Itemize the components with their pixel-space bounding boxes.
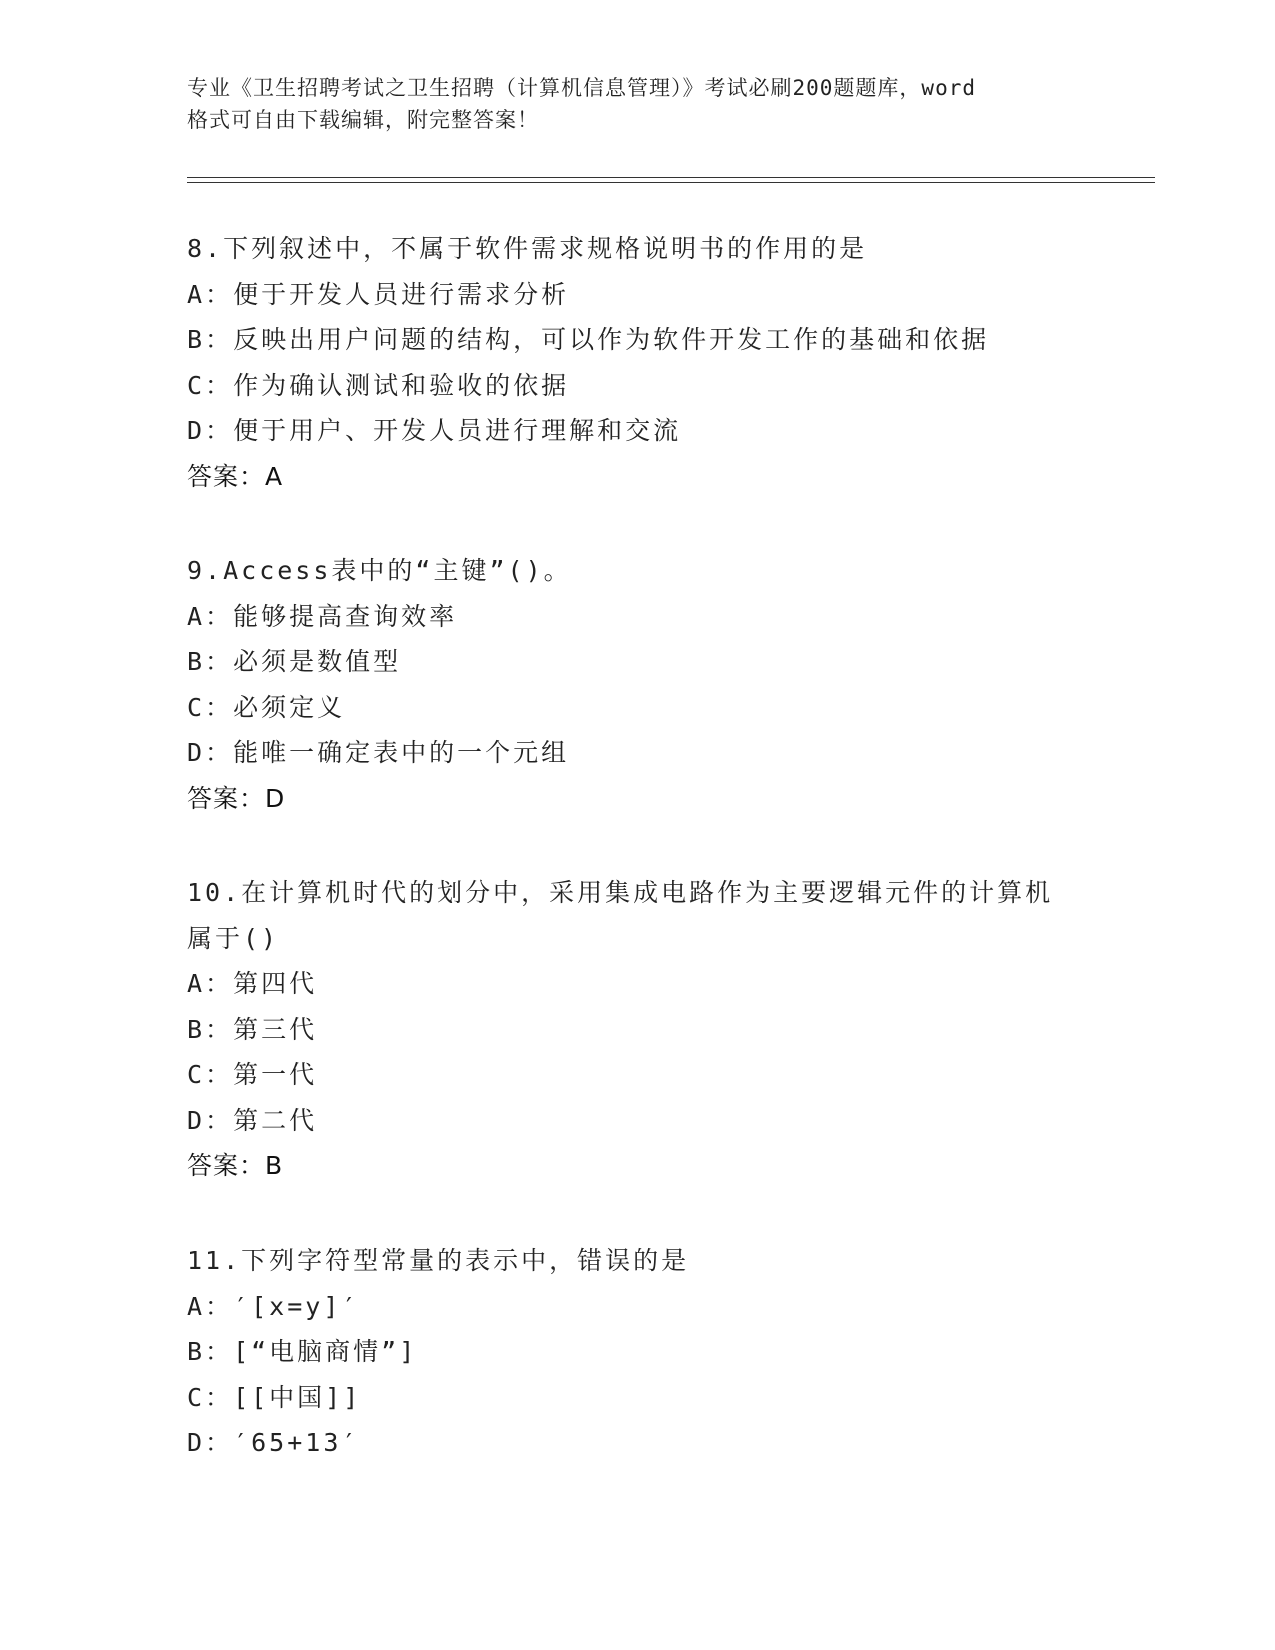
- option-text: 第一代: [233, 1060, 318, 1089]
- option-d: [187, 408, 1087, 454]
- option-c: [187, 1375, 1087, 1421]
- option-text: 第三代: [233, 1014, 318, 1044]
- header-divider-bottom: [187, 182, 1155, 183]
- question-11: [187, 1238, 1087, 1466]
- option-b: [187, 317, 1087, 363]
- option-d: [187, 730, 1087, 776]
- option-a: [187, 961, 1087, 1007]
- option-label: D：: [187, 416, 234, 445]
- option-label: D：: [187, 738, 234, 767]
- option-text: 能唯一确定表中的一个元组: [233, 738, 570, 767]
- option-label: C：: [187, 370, 234, 400]
- option-text: [[中国]]: [233, 1382, 362, 1412]
- option-a: [187, 594, 1087, 640]
- option-text: 便于开发人员进行需求分析: [233, 279, 570, 309]
- option-text: 第四代: [233, 969, 318, 998]
- answer-line: 答案：D: [187, 783, 286, 813]
- option-d: [187, 1098, 1087, 1144]
- option-text: 便于用户、开发人员进行理解和交流: [233, 416, 682, 445]
- option-text: 必须是数值型: [233, 647, 402, 676]
- header-line-1: 专业《卫生招聘考试之卫生招聘（计算机信息管理）》考试必刷200题题库，word: [187, 76, 976, 100]
- option-label: B：: [187, 1337, 234, 1366]
- option-c: [187, 685, 1087, 731]
- option-label: B：: [187, 325, 234, 354]
- question-10: [187, 870, 1087, 1189]
- option-label: D：: [187, 1105, 234, 1135]
- answer-line: 答案：A: [187, 461, 284, 491]
- option-a: [187, 272, 1087, 318]
- question-9: [187, 548, 1087, 821]
- document-header: [187, 72, 1087, 136]
- question-stem: 8.下列叙述中，不属于软件需求规格说明书的作用的是: [187, 234, 868, 263]
- question-stem: 10.在计算机时代的划分中，采用集成电路作为主要逻辑元件的计算机: [187, 878, 1054, 907]
- option-c: [187, 363, 1087, 409]
- option-text: 作为确认测试和验收的依据: [233, 370, 570, 400]
- option-b: [187, 1329, 1087, 1375]
- option-label: A：: [187, 601, 234, 631]
- option-label: A：: [187, 1291, 234, 1321]
- option-label: C：: [187, 692, 234, 722]
- option-text: 反映出用户问题的结构，可以作为软件开发工作的基础和依据: [233, 325, 990, 354]
- option-label: C：: [187, 1382, 234, 1412]
- question-stem: 11.下列字符型常量的表示中，错误的是: [187, 1246, 690, 1275]
- option-a: [187, 1284, 1087, 1330]
- option-d: [187, 1420, 1087, 1466]
- option-c: [187, 1052, 1087, 1098]
- option-text: 能够提高查询效率: [233, 601, 458, 631]
- option-label: D：: [187, 1428, 234, 1457]
- option-text: ′65+13′: [233, 1428, 360, 1457]
- question-stem: 9.Access表中的“主键”()。: [187, 556, 572, 585]
- option-b: [187, 1007, 1087, 1053]
- option-label: C：: [187, 1060, 234, 1089]
- option-text: [“电脑商情”]: [233, 1337, 418, 1366]
- option-label: A：: [187, 279, 234, 309]
- option-text: ′[x=y]′: [233, 1291, 360, 1321]
- option-b: [187, 639, 1087, 685]
- option-label: B：: [187, 1014, 234, 1044]
- question-8: [187, 226, 1087, 499]
- question-stem-continued: 属于(): [187, 923, 280, 953]
- header-divider-top: [187, 177, 1155, 178]
- option-text: 必须定义: [233, 692, 346, 722]
- option-text: 第二代: [233, 1105, 318, 1135]
- option-label: A：: [187, 969, 234, 998]
- option-label: B：: [187, 647, 234, 676]
- header-line-2: 格式可自由下载编辑，附完整答案！: [187, 108, 539, 132]
- answer-line: 答案：B: [187, 1151, 284, 1180]
